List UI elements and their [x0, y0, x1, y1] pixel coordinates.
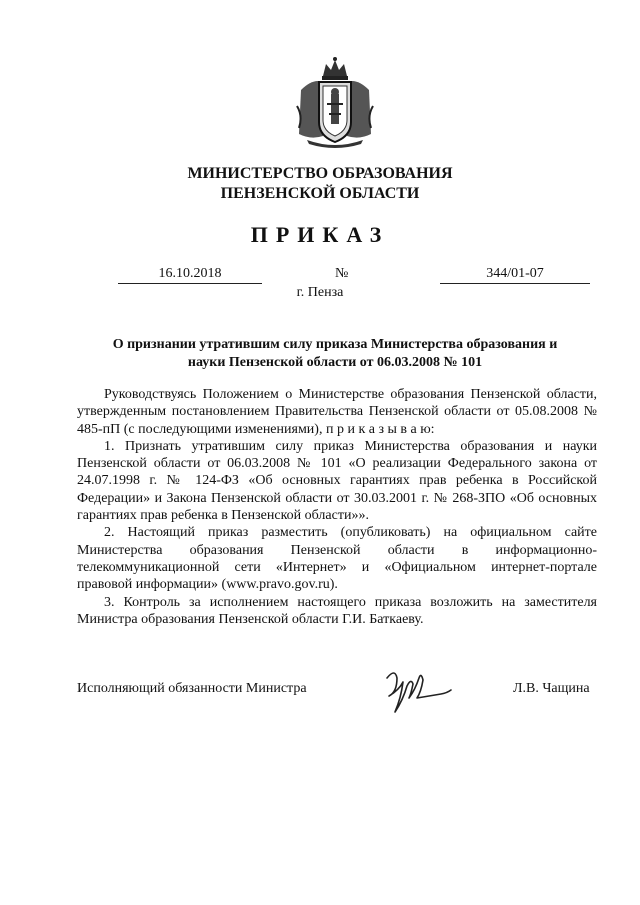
- ministry-name: [0, 164, 640, 204]
- document-type: ПРИКАЗ: [250, 222, 390, 247]
- signer-name: Л.В. Чащина: [513, 681, 590, 696]
- order-item-2: 2. Настоящий приказ разместить (опубликовать) на официальном сайте Министерства образования Пензенской области в информационно-телекоммуникационной сети «Интернет» и «Официальном интернет-портале правовой информации» (www.pravo.gov.ru).: [77, 525, 597, 593]
- registration-number: 344/01-07: [440, 266, 590, 284]
- coat-of-arms-icon: [293, 56, 377, 148]
- document-title-line1: О признании утратившим силу приказа Министерства образования и: [112, 337, 558, 352]
- order-item-3: 3. Контроль за исполнением настоящего приказа возложить на заместителя Министра образования Пензенской области Г.И. Баткаеву.: [77, 594, 597, 627]
- registration-number-label: №: [335, 266, 349, 281]
- document-title-line2: науки Пензенской области от 06.03.2008 № 101: [187, 355, 483, 370]
- issue-place: г. Пенза: [296, 285, 344, 300]
- signer-position: Исполняющий обязанности Министра: [77, 681, 307, 696]
- order-item-1: 1. Признать утратившим силу приказ Министерства образования и науки Пензенской области от 06.03.2008 № 101 «О реализации Федерального закона от 24.07.1998 г. № 124-ФЗ «Об основных гарантиях прав ребенка в Российской Федерации» и Закона Пензенской области от 30.03.2001 г. № 268-ЗПО «Об основных гарантиях прав ребенка в Пензенской области»».: [77, 438, 597, 524]
- document-title: [80, 336, 590, 372]
- ministry-name-line1: МИНИСТЕРСТВО ОБРАЗОВАНИЯ: [187, 165, 453, 182]
- ministry-name-line2: ПЕНЗЕНСКОЙ ОБЛАСТИ: [220, 185, 420, 202]
- handwritten-signature: [381, 664, 453, 718]
- preamble-paragraph: Руководствуясь Положением о Министерстве образования Пензенской области, утвержденным постановлением Правительства Пензенской области от 05.08.2008 № 485-пП (с последующими изменениями), п р и к а з ы в а ю:: [77, 387, 597, 437]
- registration-date: 16.10.2018: [118, 266, 262, 284]
- document-body: [77, 386, 597, 628]
